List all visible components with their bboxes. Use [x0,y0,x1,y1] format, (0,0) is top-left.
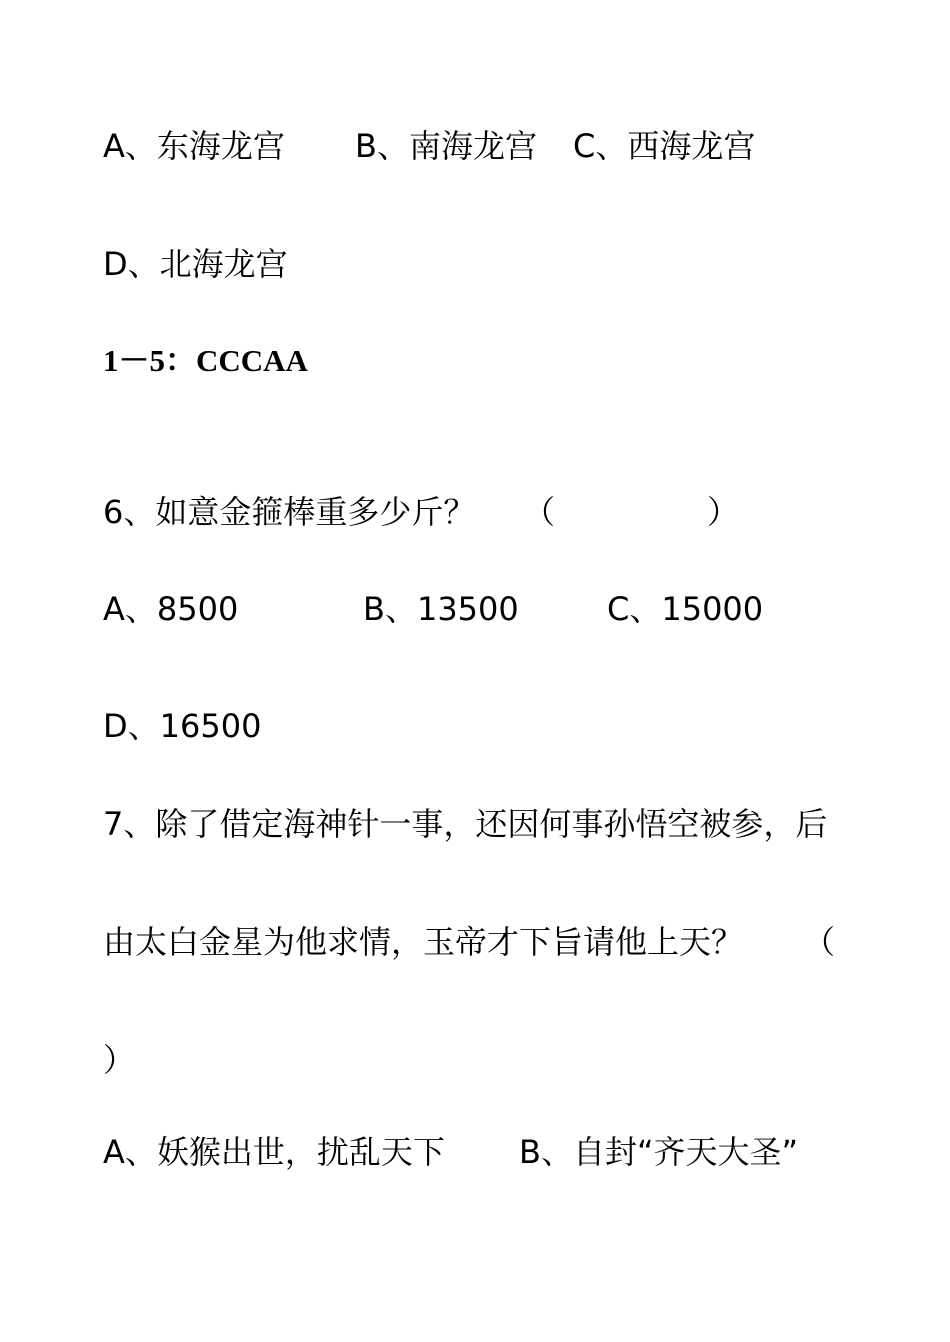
q5-option-c: C、西海龙宫 [573,127,756,165]
q6-answer-paren-open: （ [523,493,556,531]
q6-option-d-row [103,706,261,746]
q7-option-a: A、妖猴出世，扰乱天下 [103,1133,445,1171]
q6-option-d: D、16500 [103,707,262,745]
q5-option-a: A、东海龙宫 [103,127,285,165]
q6-option-b: B、13500 [363,590,519,628]
q7-stem-line-1: 7、除了借定海神针一事，还因何事孙悟空被参，后 [103,805,828,843]
q6-option-a: A、8500 [103,590,239,628]
q5-option-d: D、北海龙宫 [103,245,288,283]
q6-answer-paren-close: ） [707,493,740,531]
q5-option-d-row [103,244,288,284]
q6-stem: 6、如意金箍棒重多少斤？ [103,493,476,531]
q7-stem-line-2: 由太白金星为他求情，玉帝才下旨请他上天？ [103,923,744,961]
q7-answer-paren-close: ） [103,1041,136,1079]
answer-key-1-5: 1－5：CCCAA [103,343,308,378]
q5-option-b: B、南海龙宫 [355,127,537,165]
q7-option-b: B、自封“齐天大圣” [519,1133,799,1171]
q6-option-c: C、15000 [607,590,764,628]
q7-answer-paren-open: （ [803,923,836,961]
